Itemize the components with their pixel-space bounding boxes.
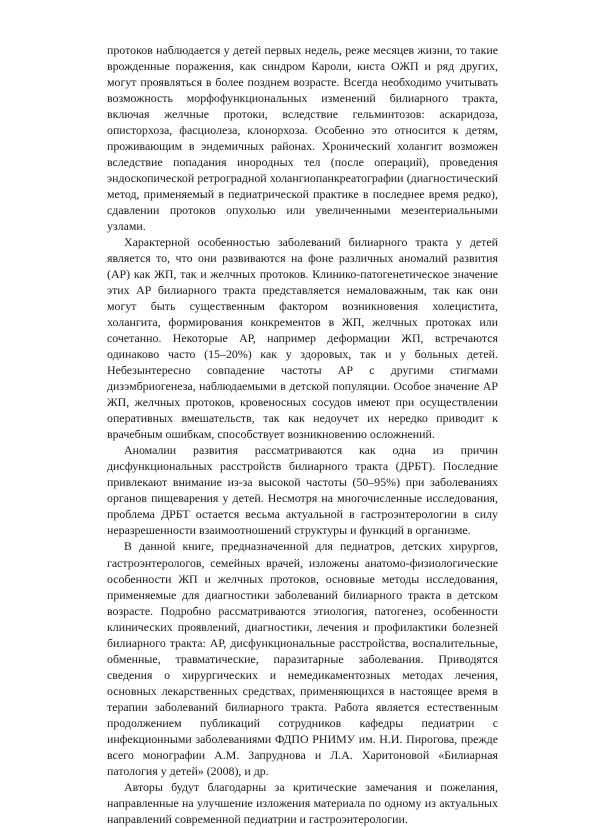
paragraph-1: протоков наблюдается у детей первых недель, реже месяцев жизни, то такие врожденные поражения, как синдром Кароли, киста ОЖП и ряд других, могут проявляться в более позднем возрасте. Всегда необходимо учитывать возможность морфофункциональных изменений билиарного тракта, включая желчные протоки, вследствие гельминтозов: аскаридоза, описторхоза, фасциолеза, клонорхоза. Особенно это относится к детям, проживающим в эндемичных районах. Хронический холангит возможен вследствие попадания инородных тел (после операций), проведения эндоскопической ретроградной холангиопанкреатографии (диагностический метод, применяемый в педиатрической практике в последнее время редко), сдавлении протоков опухолью или увеличенными мезентериальными узлами. xyxy=(107,43,498,234)
paragraph-5: Авторы будут благодарны за критические замечания и пожелания, направленные на улучшение изложения материала по одному из актуальных направлений современной педиатрии и гастроэнтерологии. xyxy=(107,779,498,826)
paragraph-4: В данной книге, предназначенной для педиатров, детских хирургов, гастроэнтерологов, семейных врачей, изложены анатомо-физиологические особенности ЖП и желчных протоков, основные методы исследования, применяемые для диагностики заболеваний билиарного тракта в детском возрасте. Подробно рассматриваются этиология, патогенез, особенности клинических проявлений, диагностики, лечения и профилактики болезней билиарного тракта: АР, дисфункциональные расстройства, воспалительные, обменные, травматические, паразитарные заболевания. Приводятся сведения о хирургических и немедикаментозных методах лечения, основных лекарственных средствах, применяющихся в настоящее время в терапии заболеваний билиарного тракта. Работа является естественным продолжением публикаций сотрудников кафедры педиатрии с инфекционными заболеваниями ФДПО РНИМУ им. Н.И. Пирогова, прежде всего монографии А.М. Запруднова и Л.А. Харитоновой «Билиарная патология у детей» (2008), и др. xyxy=(107,539,498,778)
paragraph-3: Аномалии развития рассматриваются как одна из причин дисфункциональных расстройств билиарного тракта (ДРБТ). Последние привлекают внимание из-за высокой частоты (50–95%) при заболеваниях органов пищеварения у детей. Несмотря на многочисленные исследования, проблема ДРБТ остается весьма актуальной в гастроэнтерологии в силу неразрешенности взаимоотношений структуры и функций в организме. xyxy=(107,443,498,538)
body-text xyxy=(107,42,498,827)
paragraph-2: Характерной особенностью заболеваний билиарного тракта у детей является то, что они развиваются на фоне различных аномалий развития (АР) как ЖП, так и желчных протоков. Клинико-патогенетическое значение этих АР билиарного тракта представляется немаловажным, так как они могут быть существенным фактором возникновения холецистита, холангита, формирования конкрементов в ЖП, желчных протоках или сочетанно. Некоторые АР, например деформации ЖП, встречаются одинаково часто (15–20%) как у здоровых, так и у больных детей. Небезынтересно совпадение частоты АР с другими стигмами дизэмбриогенеза, наблюдаемыми в детской популяции. Особое значение АР ЖП, желчных протоков, кровеносных сосудов имеют при осуществлении оперативных вмешательств, так как недоучет их нередко приводит к врачебным ошибкам, способствует возникновению осложнений. xyxy=(107,235,498,442)
